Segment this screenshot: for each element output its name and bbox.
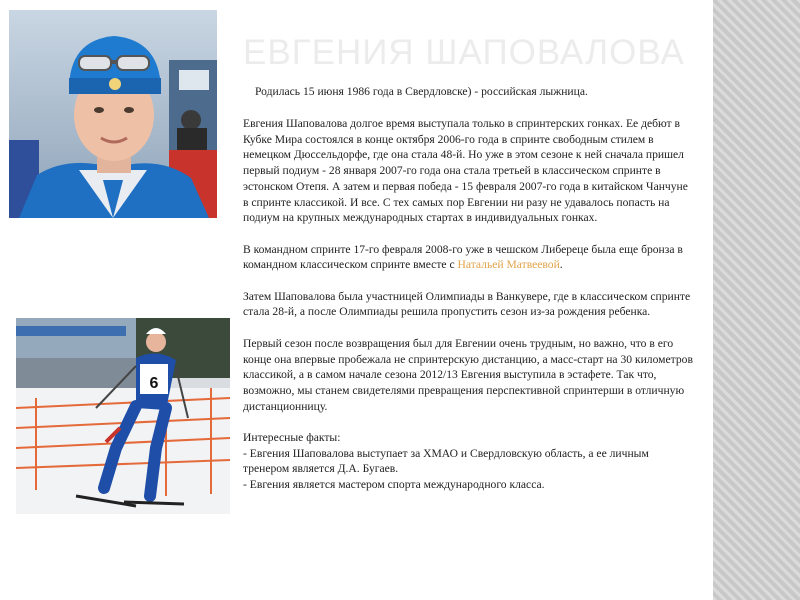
olympics-paragraph: Затем Шаповалова была участницей Олимпиады в Ванкувере, где в классическом спринте стала 28-й, а после Олимпиады решила пропустить сезон из-за рождения ребенка. — [243, 289, 691, 319]
fact-item: - Евгения является мастером спорта международного класса. — [243, 478, 545, 492]
facts-title: Интересные факты: — [243, 431, 341, 444]
portrait-photo — [9, 10, 217, 218]
slide-title: ЕВГЕНИЯ ШАПОВАЛОВА — [243, 33, 685, 72]
intro-text — [243, 84, 693, 100]
biography — [243, 116, 693, 493]
bib-number: 6 — [149, 375, 159, 392]
decorative-side-panel — [713, 0, 800, 600]
team-sprint-end: . — [559, 258, 563, 272]
comeback-paragraph: Первый сезон после возвращения был для Евгении очень трудным, но важно, что в его конце она впервые пробежала не спринтерскую дистанцию, а масс-старт на 30 километров классикой, а в самом начале сезона 2012/13 Евгения выступила в эстафете. Так что, возможно, мы станем свидетелями превращения перспективной спринтерши в отличную дистанционницу. — [243, 336, 693, 413]
skiing-photo — [16, 318, 230, 514]
fact-item: - Евгения Шаповалова выступает за ХМАО и Свердловскую область, а ее личным тренером является Д.А. Бугаев. — [243, 446, 649, 476]
team-sprint-text: В командном спринте 17-го февраля 2008-го уже в чешском Либереце была еще бронза в командном классическом спринте вместе с — [243, 242, 683, 272]
career-paragraph: Евгения Шаповалова долгое время выступала только в спринтерских гонках. Ее дебют в Кубке Мира состоялся в конце октября 2006-го года в спринте свободным стилем в немецком Дюссельдорфе, где она стала 48-й. Но уже в этом сезоне к ней сначала пришел первый подиум - 28 января 2007-го года она стала третьей в классическом спринте в эстонском Отепя. А затем и первая победа - 15 февраля 2007-го года в китайском Чанчуне в спринте классикой. И все. С тех самых пор Евгении ни разу не удавалось попасть на подиум на крупных международных стартах в индивидуальных гонках. — [243, 117, 688, 225]
team-sprint-paragraph — [243, 242, 693, 273]
facts-section — [243, 430, 693, 493]
birth-info: Родилась 15 июня 1986 года в Свердловске) - российская лыжница. — [255, 85, 588, 98]
matveeva-link[interactable]: Натальей Матвеевой — [457, 258, 560, 272]
